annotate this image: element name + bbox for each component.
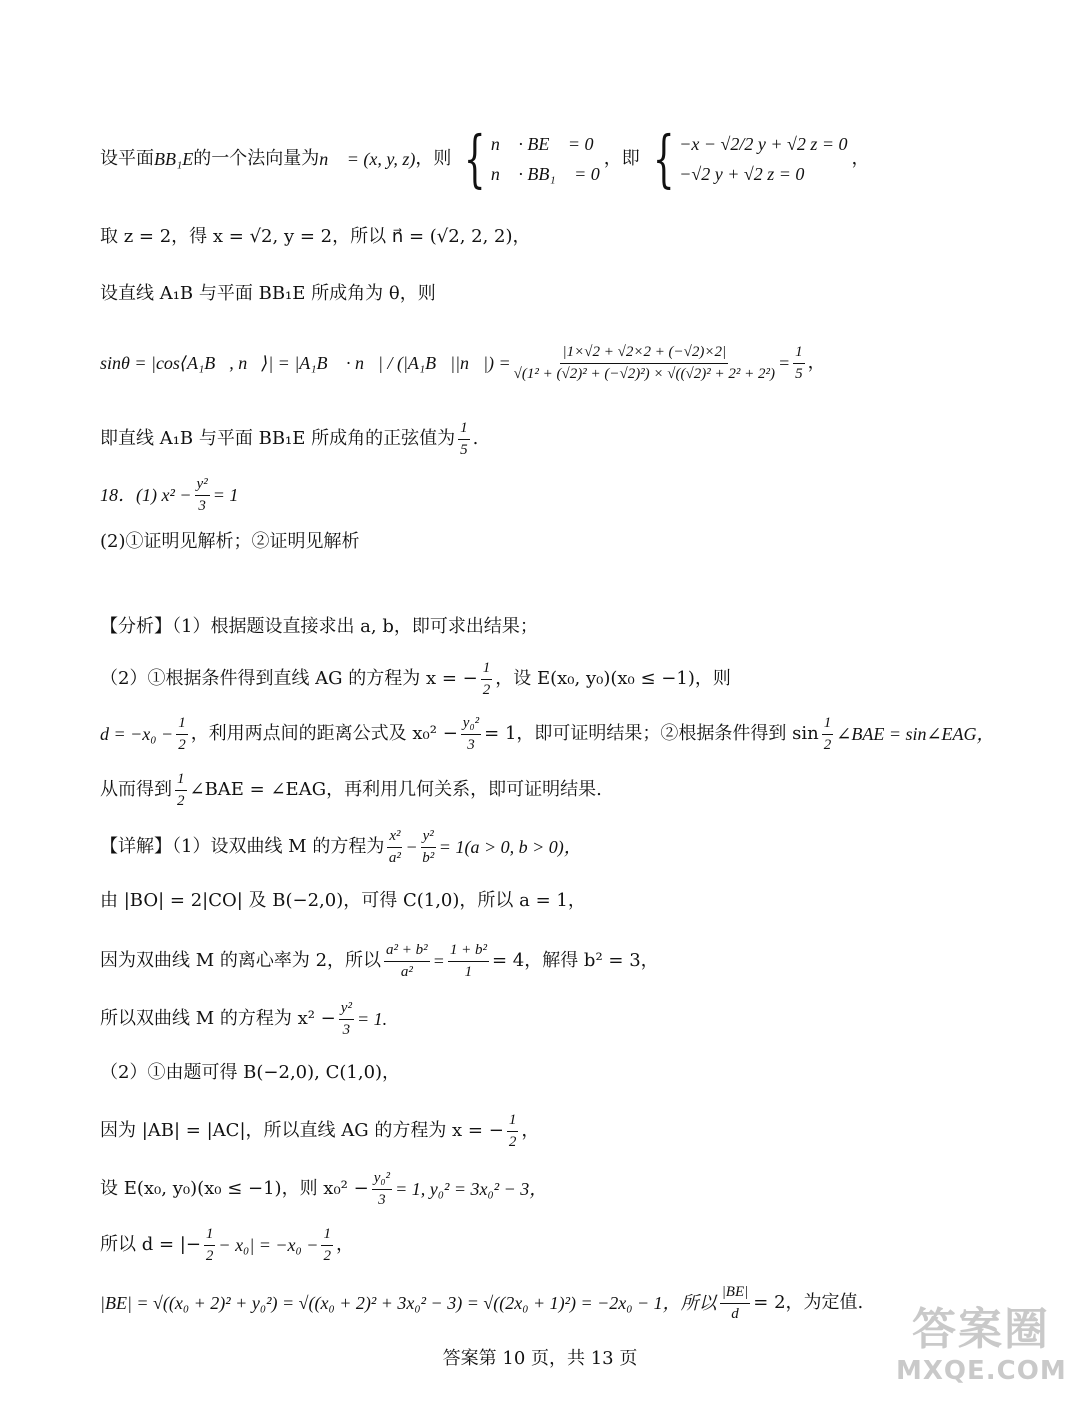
text: 设平面 — [100, 148, 154, 169]
text: ，则 — [415, 148, 452, 169]
denominator: 3 — [342, 1021, 351, 1038]
fraction — [176, 715, 188, 753]
text: 【详解】（1）设双曲线 M 的方程为 — [100, 836, 385, 857]
detail-line-4 — [100, 1000, 387, 1038]
text: ，利用两点间的距离公式及 x₀² − — [190, 723, 458, 744]
text: （2）①由题可得 B(−2,0), C(1,0)， — [100, 1062, 401, 1083]
denominator: a² — [400, 963, 413, 980]
fraction — [448, 942, 489, 980]
math: sinθ = |cos⟨A₁B⃗, n⃗⟩| = |A₁B⃗ · n⃗| / (|A₁B⃗||n⃗|) = — [100, 353, 511, 373]
denominator: 2 — [823, 736, 832, 753]
denominator: 3 — [378, 1191, 386, 1208]
fraction — [339, 1000, 354, 1038]
text: ∠BAE = ∠EAG，再利用几何关系，即可证明结果. — [189, 779, 602, 800]
watermark-logo-text: 答案圈 — [912, 1304, 1050, 1355]
detail-line-5 — [100, 1064, 400, 1082]
denominator: d — [731, 1305, 739, 1322]
normal-vector-line — [100, 122, 870, 195]
denominator: 2 — [323, 1247, 331, 1264]
text: 所以双曲线 M 的方程为 x² − — [100, 1008, 336, 1029]
detail-line-2 — [100, 892, 586, 910]
math: ∠BAE = sin∠EAG， — [836, 724, 995, 744]
math: n⃗ = (x, y, z) — [319, 149, 416, 169]
detail-line-9 — [100, 1284, 863, 1322]
fraction — [372, 1170, 392, 1208]
text: 由 |BO| = 2|CO| 及 B(−2,0)，可得 C(1,0)，所以 a = 1， — [100, 890, 586, 911]
numerator: 1 — [507, 1112, 519, 1132]
system-row: −x − √2/2 y + √2 z = 0 — [679, 134, 848, 154]
fraction — [387, 828, 402, 866]
text: = 2，为定值. — [753, 1292, 864, 1313]
sine-computation-line: sinθ = |cos⟨A₁B⃗, n⃗⟩| = |A₁B⃗ · n⃗| / (|A₁B⃗||n⃗|) = $\frac{|1\times√2 + √2\times 2 + (-√2)\times 2|}{\text{√(1² + (√2)² + (−√2)²) × √((√2)² + 2² + 2²)}}$ = $\frac{1}{5}$ ， — [100, 344, 826, 382]
text: = 4，解得 b² = 3， — [491, 950, 659, 971]
detail-line-3 — [100, 942, 659, 980]
text: 即直线 A₁B 与平面 BB₁E 所成角的正弦值为 — [100, 428, 456, 449]
fraction — [195, 476, 210, 514]
watermark-logo — [896, 1304, 1067, 1403]
text: ， — [335, 1234, 354, 1255]
math: = 1. — [356, 1009, 388, 1029]
numerator: a² + b² — [384, 942, 430, 962]
analysis-line-3 — [100, 715, 995, 753]
numerator: 1 — [481, 660, 493, 680]
q18-answer-1 — [100, 476, 238, 514]
math: d = −x₀ − — [100, 724, 174, 744]
denominator: √(1² + (√2)² + (−√2)²) × √((√2)² + 2² + 2²) — [513, 365, 775, 382]
numerator: 1 — [822, 715, 834, 735]
math: = 1 — [212, 485, 239, 505]
text: 【分析】（1）根据题设直接求出 a, b，即可求出结果； — [100, 616, 538, 637]
fraction — [514, 344, 775, 382]
denominator: 3 — [198, 497, 206, 514]
analysis-line-2 — [100, 660, 731, 698]
system-row: −√2 y + √2 z = 0 — [679, 164, 805, 184]
math: BB₁E — [154, 149, 194, 169]
detail-line-1 — [100, 828, 582, 866]
fraction — [461, 715, 481, 753]
denominator: a² — [388, 849, 401, 866]
fraction — [175, 771, 187, 809]
math: − — [405, 837, 418, 857]
system-row: n⃗ · BB₁⃗ = 0 — [490, 164, 600, 184]
text: ， — [521, 1120, 540, 1141]
fraction — [720, 1284, 751, 1322]
numerator: 1 — [204, 1226, 216, 1246]
denominator: 2 — [508, 1133, 517, 1150]
text: 所以 d = |− — [100, 1234, 201, 1255]
denominator: 5 — [795, 365, 803, 382]
system-row: n⃗ · BE⃗ = 0 — [490, 134, 594, 154]
denominator: 3 — [467, 736, 475, 753]
math: − x₀| = −x₀ − — [218, 1235, 319, 1255]
text: 的一个法向量为 — [193, 148, 320, 169]
left-brace: { — [652, 122, 675, 195]
analysis-line-4 — [100, 771, 602, 809]
page-footer: 答案第 10 页，共 13 页 — [442, 1348, 638, 1369]
equation-system-1 — [455, 122, 600, 195]
detail-line-7 — [100, 1170, 547, 1208]
text: ， — [851, 148, 870, 169]
denominator: 1 — [464, 963, 473, 980]
text: 因为双曲线 M 的离心率为 2，所以 — [100, 950, 382, 971]
detail-line-8 — [100, 1226, 354, 1264]
text: ，设 E(x₀, y₀)(x₀ ≤ −1)，则 — [495, 668, 731, 689]
text: = 1，即可证明结果；②根据条件得到 sin — [484, 723, 819, 744]
numerator: y² — [421, 828, 436, 848]
fraction — [507, 1112, 519, 1150]
watermark-site-text: MXQE.COM — [896, 1356, 1067, 1386]
numerator: |1×√2 + √2×2 + (−√2)×2| — [560, 344, 728, 364]
text: 从而得到 — [100, 779, 172, 800]
numerator: 1 + b² — [448, 942, 489, 962]
numerator: 1 — [321, 1226, 333, 1246]
denominator: 5 — [460, 441, 468, 458]
text: ，即 — [603, 148, 640, 169]
denominator: 2 — [177, 792, 185, 809]
fraction — [384, 942, 430, 980]
text: 设 E(x₀, y₀)(x₀ ≤ −1)，则 x₀² − — [100, 1178, 369, 1199]
left-brace: { — [464, 122, 486, 195]
denominator: 2 — [205, 1247, 214, 1264]
denominator: 2 — [482, 681, 491, 698]
math: = — [432, 951, 445, 971]
fraction — [822, 715, 834, 753]
math: |BE| = √((x₀ + 2)² + y₀²) = √((x₀ + 2)² + 3x₀² − 3) = √((2x₀ + 1)²) = −2x₀ − 1，所以 — [100, 1293, 717, 1313]
numerator: y₀² — [372, 1170, 392, 1190]
numerator: 1 — [176, 715, 188, 735]
numerator: 1 — [175, 771, 187, 791]
text: ， — [807, 352, 826, 373]
take-z-line — [100, 228, 531, 246]
numerator: y² — [339, 1000, 354, 1020]
detail-line-6 — [100, 1112, 539, 1150]
math: 18．(1) x² − — [100, 485, 192, 505]
q18-answer-2 — [100, 533, 360, 551]
fraction — [421, 828, 436, 866]
denominator: 2 — [178, 736, 186, 753]
numerator: y₀² — [461, 715, 481, 735]
denominator: b² — [422, 849, 435, 866]
numerator: 1 — [458, 420, 470, 440]
text: 取 z = 2，得 x = √2, y = 2，所以 n⃗ = (√2, 2, 2)， — [100, 226, 531, 247]
analysis-line-1 — [100, 618, 538, 636]
numerator: 1 — [793, 344, 805, 364]
fraction — [458, 420, 470, 458]
text: （2）①根据条件得到直线 AG 的方程为 x = − — [100, 668, 478, 689]
sine-result-line — [100, 420, 478, 458]
fraction — [321, 1226, 333, 1264]
text: . — [472, 428, 479, 449]
text: 设直线 A₁B 与平面 BB₁E 所成角为 θ，则 — [100, 283, 436, 304]
fraction — [204, 1226, 216, 1264]
numerator: |BE| — [720, 1284, 751, 1304]
text: 因为 |AB| = |AC|，所以直线 AG 的方程为 x = − — [100, 1120, 504, 1141]
angle-setup-line — [100, 285, 436, 303]
equation-system-2 — [644, 122, 848, 195]
text: (2)①证明见解析；②证明见解析 — [100, 531, 360, 552]
fraction — [793, 344, 805, 382]
numerator: y² — [195, 476, 210, 496]
numerator: x² — [387, 828, 402, 848]
fraction — [481, 660, 493, 698]
math: = 1, y₀² = 3x₀² − 3， — [395, 1179, 548, 1199]
math: = 1(a > 0, b > 0)， — [438, 837, 582, 857]
